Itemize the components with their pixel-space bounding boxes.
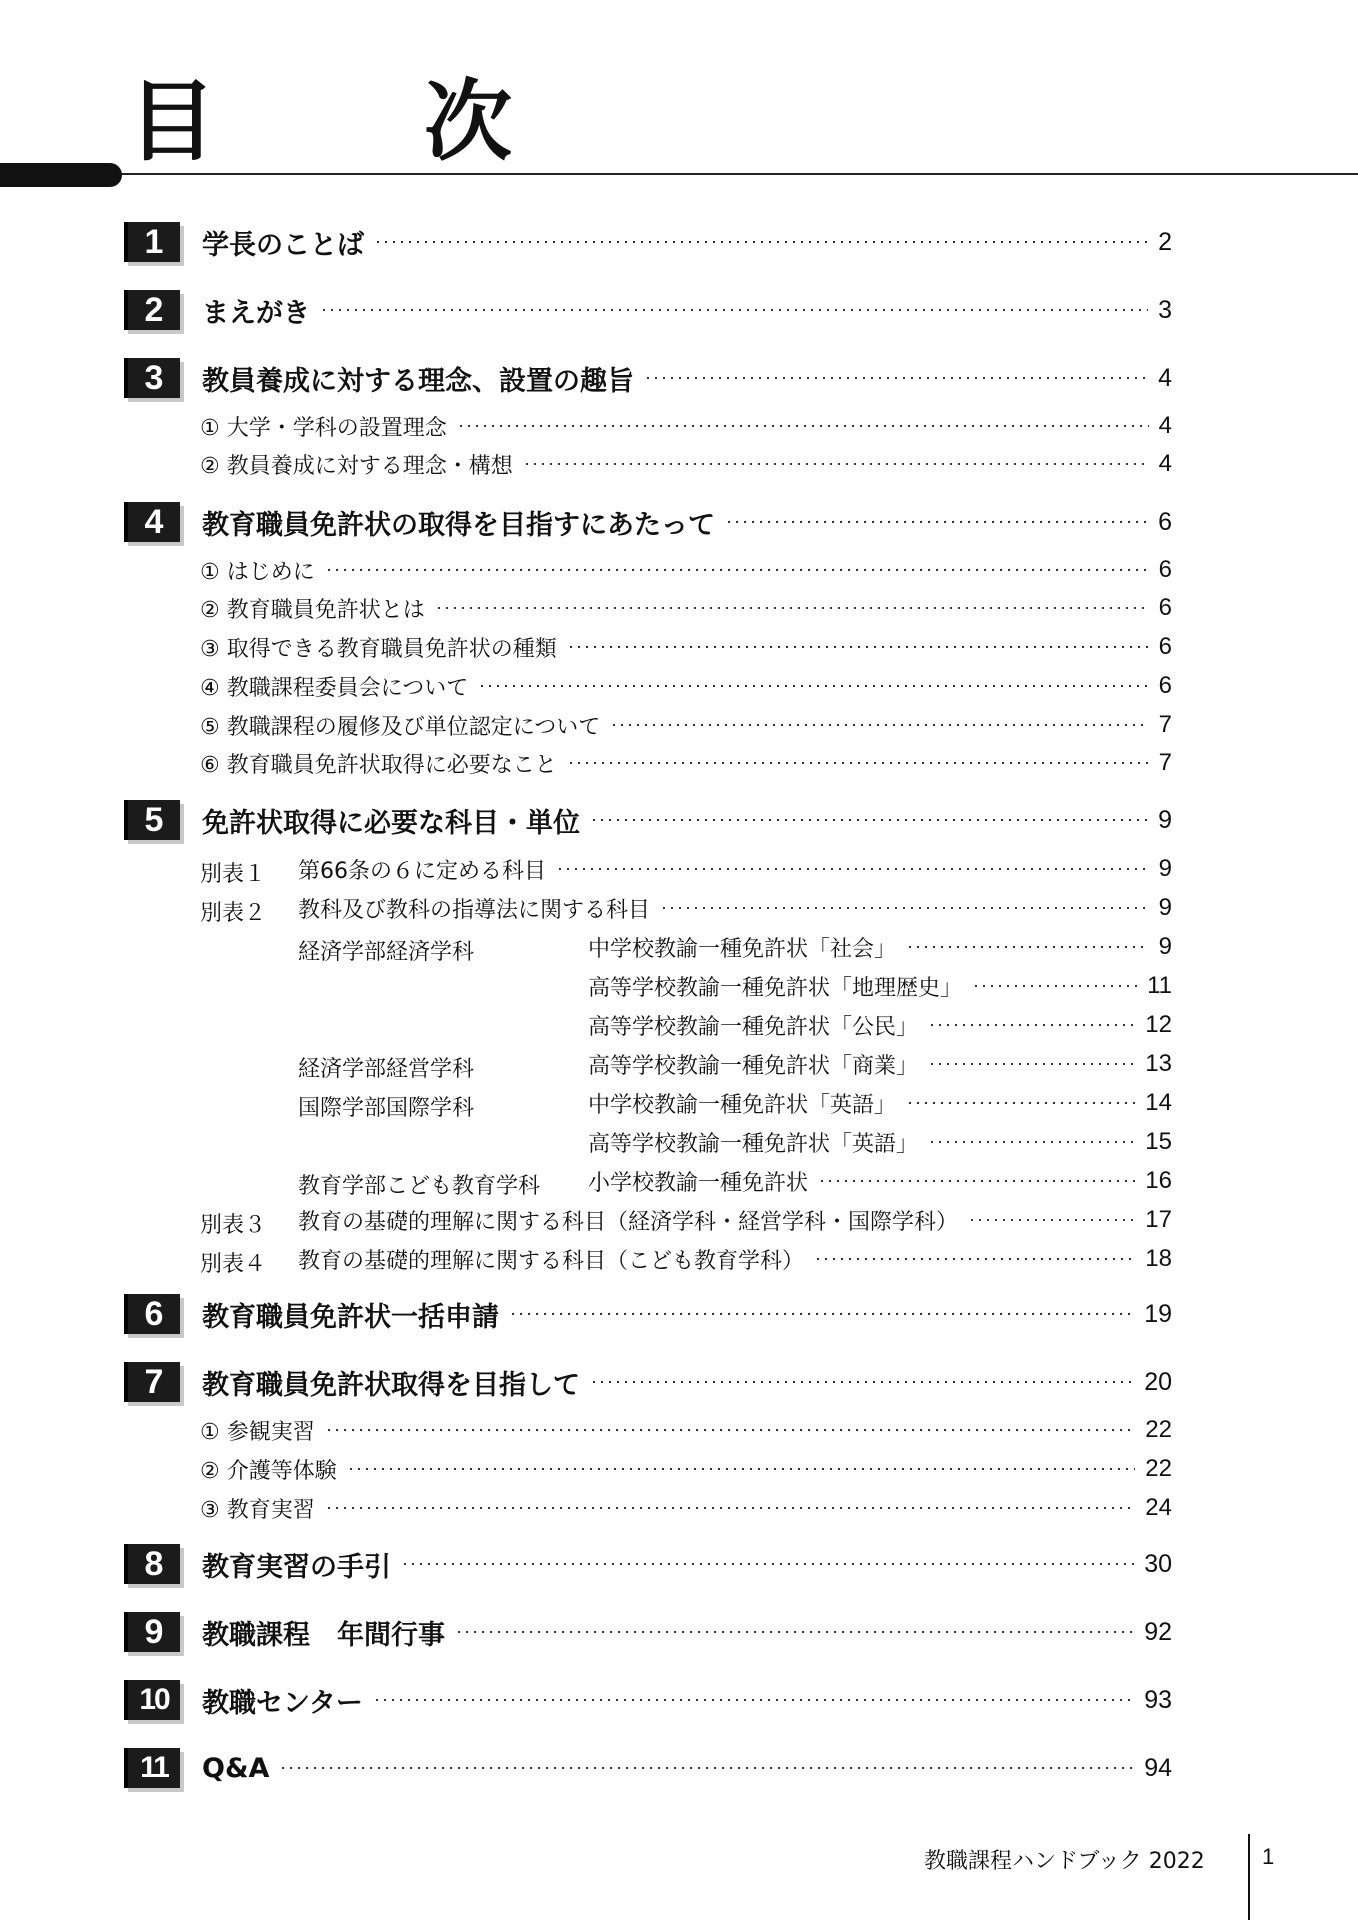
page-number: 7 — [1158, 711, 1172, 738]
page-number: 92 — [1144, 1617, 1172, 1646]
item-title: 高等学校教諭一種免許状「公民」 — [588, 1014, 919, 1040]
page-number: 93 — [1144, 1685, 1172, 1714]
department-label: 国際学部国際学科 — [298, 1096, 475, 1121]
page-title: 目 次 — [128, 70, 573, 173]
page-number: 22 — [1145, 1416, 1172, 1443]
section-number: 11 — [124, 1748, 180, 1788]
toc-item[interactable] — [298, 888, 1172, 928]
dot-leader — [325, 1507, 1136, 1509]
section-number: 2 — [124, 290, 180, 330]
appendix-label: 別表１ — [200, 862, 267, 887]
title-rule — [0, 173, 1358, 175]
item-title: ③ 取得できる教育職員免許状の種類 — [200, 636, 557, 662]
section-title: 教育実習の手引 — [202, 1551, 391, 1583]
toc-item[interactable] — [200, 1449, 1172, 1489]
item-title: 高等学校教諭一種免許状「英語」 — [588, 1131, 919, 1157]
dot-leader — [567, 646, 1149, 648]
toc-item[interactable] — [588, 1044, 1172, 1084]
dot-leader — [928, 1063, 1135, 1065]
dot-leader — [374, 241, 1148, 243]
dot-leader — [347, 1468, 1136, 1470]
toc-item[interactable] — [298, 1200, 1172, 1240]
dot-leader — [725, 521, 1148, 523]
section-title: 教育職員免許状一括申請 — [202, 1301, 499, 1333]
department-label: 経済学部経営学科 — [298, 1057, 475, 1082]
item-title: ⑤ 教職課程の履修及び単位認定について — [200, 714, 601, 740]
page-number: 15 — [1145, 1128, 1172, 1155]
section-number: 3 — [124, 358, 180, 398]
dot-leader — [509, 1313, 1134, 1315]
toc-item[interactable] — [200, 550, 1172, 590]
toc-section-9[interactable] — [124, 1608, 1172, 1656]
item-title: ③ 教育実習 — [200, 1497, 315, 1523]
toc-item[interactable] — [298, 849, 1172, 889]
dot-leader — [279, 1767, 1134, 1769]
toc-item[interactable] — [200, 444, 1172, 484]
toc-section-7[interactable] — [124, 1358, 1172, 1406]
section-title: 学長のことば — [202, 229, 364, 261]
item-title: ② 教員養成に対する理念・構想 — [200, 453, 513, 479]
page-number: 19 — [1144, 1299, 1172, 1328]
page-number: 20 — [1144, 1367, 1172, 1396]
dot-leader — [968, 1219, 1135, 1221]
section-title: まえがき — [202, 297, 310, 329]
toc-section-3[interactable] — [124, 354, 1172, 402]
dot-leader — [567, 762, 1149, 764]
item-title: ② 介護等体験 — [200, 1458, 337, 1484]
toc-section-6[interactable] — [124, 1290, 1172, 1338]
item-title: ① 参観実習 — [200, 1419, 315, 1445]
dot-leader — [373, 1699, 1134, 1701]
toc-item[interactable] — [200, 406, 1172, 446]
page-number: 94 — [1144, 1753, 1172, 1782]
section-number: 1 — [124, 222, 180, 262]
page-number: 4 — [1158, 450, 1172, 477]
dot-leader — [457, 425, 1149, 427]
item-title: 高等学校教諭一種免許状「商業」 — [588, 1053, 919, 1079]
page-number: 14 — [1145, 1089, 1172, 1116]
dot-leader — [928, 1024, 1135, 1026]
page-number: 4 — [1158, 412, 1172, 439]
item-title: 高等学校教諭一種免許状「地理歴史」 — [588, 975, 963, 1001]
item-title: 教育の基礎的理解に関する科目（経済学科・経営学科・国際学科） — [298, 1209, 959, 1235]
dot-leader — [906, 1102, 1135, 1104]
page-number: 16 — [1145, 1167, 1172, 1194]
page-number: 9 — [1158, 805, 1172, 834]
section-number: 4 — [124, 502, 180, 542]
department-label: 教育学部こども教育学科 — [298, 1174, 541, 1199]
item-title: 教育の基礎的理解に関する科目（こども教育学科） — [298, 1248, 805, 1274]
toc-item[interactable] — [200, 743, 1172, 783]
dot-leader — [325, 1429, 1136, 1431]
dot-leader — [660, 907, 1149, 909]
dot-leader — [556, 868, 1149, 870]
item-title: 中学校教諭一種免許状「社会」 — [588, 936, 897, 962]
footer-page-number: 1 — [1262, 1844, 1275, 1869]
toc-item[interactable] — [200, 666, 1172, 706]
page-number: 9 — [1158, 933, 1172, 960]
page-number: 13 — [1145, 1050, 1172, 1077]
toc-item[interactable] — [298, 1239, 1172, 1279]
appendix-label: 別表２ — [200, 901, 267, 926]
footer-divider — [1248, 1834, 1250, 1920]
dot-leader — [435, 607, 1149, 609]
toc-item[interactable] — [588, 927, 1172, 967]
section-number: 7 — [124, 1362, 180, 1402]
item-title: ④ 教職課程委員会について — [200, 675, 469, 701]
dot-leader — [590, 1381, 1134, 1383]
appendix-label: 別表４ — [200, 1252, 267, 1277]
page-number: 18 — [1145, 1245, 1172, 1272]
page-number: 24 — [1145, 1494, 1172, 1521]
toc-section-10[interactable] — [124, 1676, 1172, 1724]
title-bar — [0, 163, 122, 187]
page-number: 11 — [1147, 972, 1172, 999]
dot-leader — [906, 946, 1149, 948]
section-number: 10 — [124, 1680, 180, 1720]
item-title: ⑥ 教育職員免許状取得に必要なこと — [200, 752, 557, 778]
section-title: 教員養成に対する理念、設置の趣旨 — [202, 365, 634, 397]
dot-leader — [478, 685, 1148, 687]
page-number: 30 — [1144, 1549, 1172, 1578]
page-number: 6 — [1158, 672, 1172, 699]
page-number: 3 — [1158, 295, 1172, 324]
dot-leader — [610, 724, 1148, 726]
page-number: 9 — [1158, 894, 1172, 921]
dot-leader — [320, 309, 1148, 311]
item-title: 小学校教諭一種免許状 — [588, 1170, 809, 1196]
section-number: 6 — [124, 1294, 180, 1334]
toc-item[interactable] — [588, 1161, 1172, 1201]
dot-leader — [972, 985, 1137, 987]
page-number: 4 — [1158, 363, 1172, 392]
department-label: 経済学部経済学科 — [298, 940, 475, 965]
toc-item[interactable] — [200, 1488, 1172, 1528]
toc-item[interactable] — [200, 1410, 1172, 1450]
section-number: 9 — [124, 1612, 180, 1652]
dot-leader — [590, 819, 1148, 821]
page-number: 12 — [1145, 1011, 1172, 1038]
toc-item[interactable] — [588, 1083, 1172, 1123]
page-number: 6 — [1158, 594, 1172, 621]
dot-leader — [455, 1631, 1134, 1633]
item-title: 第66条の６に定める科目 — [298, 858, 546, 884]
toc-item[interactable] — [200, 588, 1172, 628]
page-number: 6 — [1158, 556, 1172, 583]
dot-leader — [401, 1563, 1134, 1565]
toc-section-11[interactable] — [124, 1744, 1172, 1792]
dot-leader — [928, 1141, 1135, 1143]
toc-section-5[interactable] — [124, 796, 1172, 844]
page-number: 9 — [1158, 855, 1172, 882]
section-title: 教育職員免許状取得を目指して — [202, 1369, 580, 1401]
page-number: 7 — [1158, 749, 1172, 776]
item-title: 教科及び教科の指導法に関する科目 — [298, 897, 651, 923]
section-number: 8 — [124, 1544, 180, 1584]
item-title: ① はじめに — [200, 559, 315, 585]
toc-item[interactable] — [200, 705, 1172, 745]
section-title: 教職センター — [202, 1687, 363, 1719]
page-number: 6 — [1158, 633, 1172, 660]
section-title: 教育職員免許状の取得を目指すにあたって — [202, 509, 715, 541]
toc-item[interactable] — [200, 627, 1172, 667]
item-title: ② 教育職員免許状とは — [200, 597, 425, 623]
section-number: 5 — [124, 800, 180, 840]
item-title: ① 大学・学科の設置理念 — [200, 415, 447, 441]
toc-item[interactable] — [588, 1122, 1172, 1162]
appendix-label: 別表３ — [200, 1213, 267, 1238]
toc-section-8[interactable] — [124, 1540, 1172, 1588]
toc-section-4[interactable] — [124, 498, 1172, 546]
section-title: 免許状取得に必要な科目・単位 — [202, 807, 580, 839]
dot-leader — [818, 1180, 1135, 1182]
page-number: 6 — [1158, 507, 1172, 536]
toc-item[interactable] — [588, 966, 1172, 1006]
item-title: 中学校教諭一種免許状「英語」 — [588, 1092, 897, 1118]
dot-leader — [523, 463, 1149, 465]
dot-leader — [814, 1258, 1135, 1260]
footer-book-title: 教職課程ハンドブック 2022 — [924, 1849, 1205, 1874]
toc-section-2[interactable] — [124, 286, 1172, 334]
section-title: Q&A — [202, 1752, 270, 1784]
dot-leader — [325, 569, 1149, 571]
toc-section-1[interactable] — [124, 218, 1172, 266]
toc-item[interactable] — [588, 1005, 1172, 1045]
dot-leader — [644, 377, 1148, 379]
page-number: 2 — [1158, 227, 1172, 256]
page-number: 22 — [1145, 1455, 1172, 1482]
page-number: 17 — [1145, 1206, 1172, 1233]
section-title: 教職課程 年間行事 — [202, 1619, 445, 1651]
